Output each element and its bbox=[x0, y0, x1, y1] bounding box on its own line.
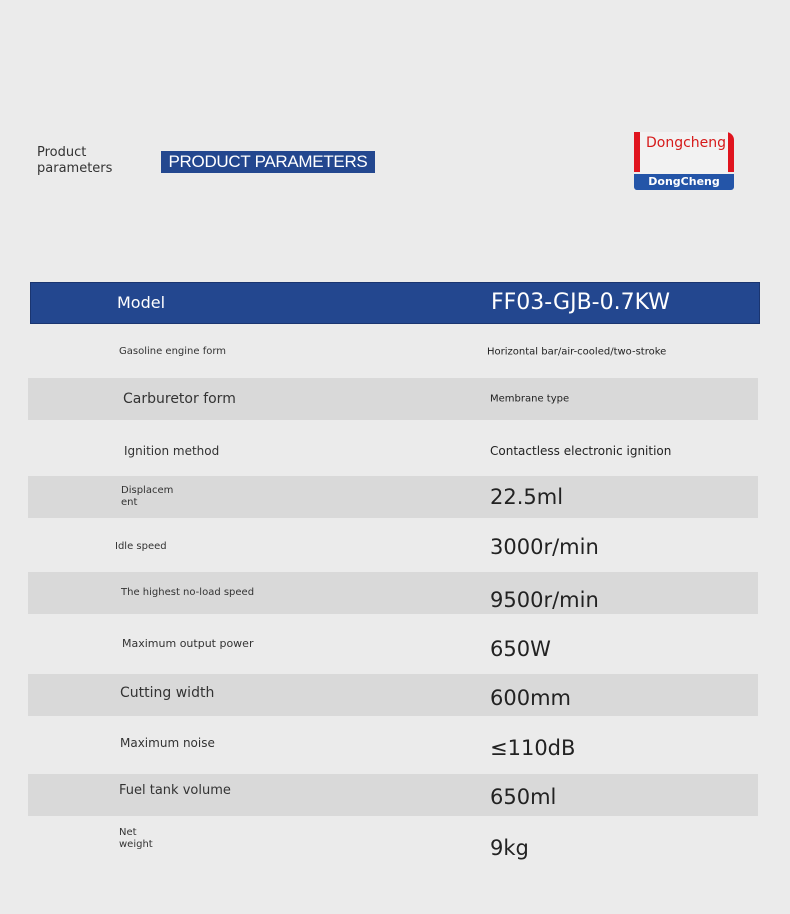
model-row bbox=[30, 282, 760, 324]
model-label: Model bbox=[117, 293, 166, 312]
param-value: 9kg bbox=[490, 836, 529, 860]
param-label: Idle speed bbox=[115, 541, 167, 552]
param-value: Horizontal bar/air-cooled/two-stroke bbox=[487, 346, 667, 358]
table-row bbox=[28, 428, 758, 474]
section-subtitle: Product parameters bbox=[37, 145, 113, 176]
param-label: The highest no-load speed bbox=[121, 587, 255, 598]
param-label: Fuel tank volume bbox=[119, 783, 231, 798]
model-value: FF03-GJB-0.7KW bbox=[491, 290, 670, 315]
logo-text: Dongcheng bbox=[640, 132, 728, 174]
param-label: Maximum output power bbox=[122, 637, 254, 650]
table-row bbox=[28, 476, 758, 518]
table-row bbox=[28, 328, 758, 376]
table-row bbox=[28, 774, 758, 816]
table-row bbox=[28, 522, 758, 572]
param-label: Carburetor form bbox=[123, 391, 236, 407]
param-value: Membrane type bbox=[490, 393, 570, 405]
param-label: Net weight bbox=[119, 827, 153, 850]
table-row bbox=[28, 818, 758, 874]
logo-wordmark: DongCheng bbox=[634, 174, 734, 190]
param-value: 650W bbox=[490, 637, 551, 661]
param-label: Displacement bbox=[121, 485, 174, 508]
table-row bbox=[28, 614, 758, 674]
param-value: 650ml bbox=[490, 785, 557, 809]
param-label: Maximum noise bbox=[120, 736, 215, 750]
param-label: Ignition method bbox=[124, 444, 220, 458]
param-value: 22.5ml bbox=[490, 485, 564, 509]
table-row bbox=[28, 674, 758, 716]
table-row bbox=[28, 716, 758, 774]
table-row bbox=[28, 378, 758, 420]
param-value: 3000r/min bbox=[490, 535, 599, 559]
param-value: ≤110dB bbox=[490, 736, 576, 760]
table-row bbox=[28, 572, 758, 614]
param-label: Cutting width bbox=[120, 685, 215, 701]
param-label: Gasoline engine form bbox=[119, 346, 227, 357]
param-value: 9500r/min bbox=[490, 588, 599, 612]
section-banner: PRODUCT PARAMETERS bbox=[161, 151, 375, 173]
param-value: 600mm bbox=[490, 686, 571, 710]
brand-logo bbox=[634, 132, 734, 190]
param-value: Contactless electronic ignition bbox=[490, 444, 672, 458]
